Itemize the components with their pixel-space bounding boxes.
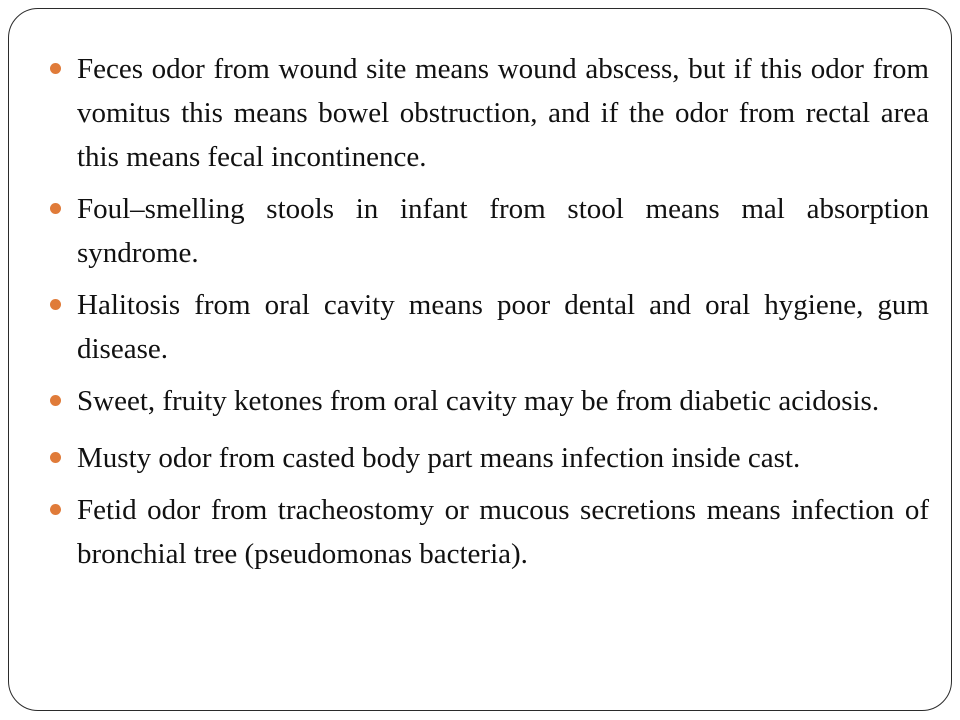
bullet-item-foul-smelling-stools — [49, 187, 929, 275]
bullet-text: Halitosis from oral cavity means poor dental and oral hygiene, gum disease. — [77, 289, 929, 365]
bullet-dot-icon — [50, 299, 61, 310]
bullet-list — [49, 47, 929, 584]
bullet-text: Feces odor from wound site means wound abscess, but if this odor from vomitus this means bowel obstruction, and if the odor from rectal area this means fecal incontinence. — [77, 53, 929, 173]
bullet-item-sweet-fruity-ketones — [49, 379, 929, 423]
bullet-text: Foul–smelling stools in infant from stool means mal absorption syndrome. — [77, 193, 929, 269]
bullet-dot-icon — [50, 63, 61, 74]
bullet-text: Musty odor from casted body part means infection inside cast. — [77, 442, 801, 474]
bullet-text: Sweet, fruity ketones from oral cavity may be from diabetic acidosis. — [77, 385, 880, 417]
bullet-dot-icon — [50, 395, 61, 406]
bullet-item-musty-odor — [49, 436, 929, 480]
bullet-item-halitosis — [49, 283, 929, 371]
bullet-dot-icon — [50, 504, 61, 515]
bullet-dot-icon — [50, 452, 61, 463]
bullet-item-feces-odor — [49, 47, 929, 179]
slide-frame — [8, 8, 952, 711]
bullet-text: Fetid odor from tracheostomy or mucous secretions means infection of bronchial tree (pseudomonas bacteria). — [77, 494, 929, 570]
bullet-item-fetid-odor — [49, 488, 929, 576]
bullet-dot-icon — [50, 203, 61, 214]
